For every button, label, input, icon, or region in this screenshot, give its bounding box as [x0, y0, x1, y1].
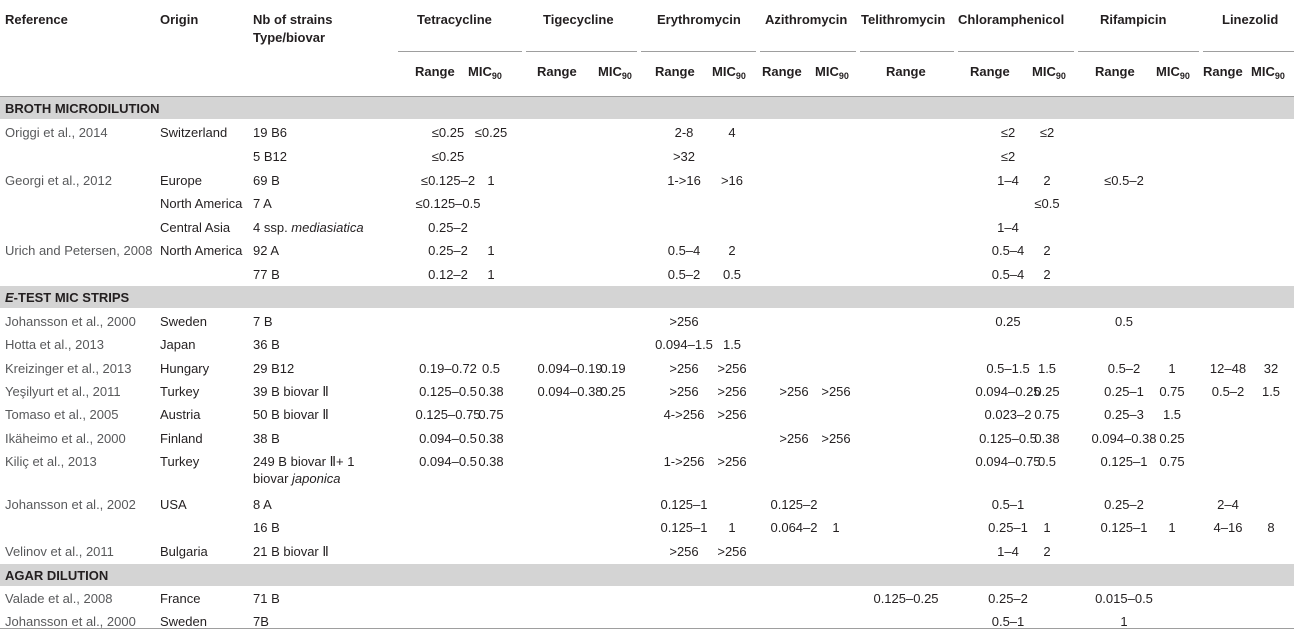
mic-subscript: 90	[1274, 71, 1285, 81]
section-agar-dilution	[0, 564, 1294, 586]
cell-tet-r: 0.19–0.72	[419, 361, 477, 376]
cell-tig-r: 0.094–0.19	[537, 361, 603, 376]
cell-tet-m: 0.38	[478, 454, 504, 469]
subheader-mic90-rifampicin	[1156, 64, 1190, 79]
cell-tet-m: 0.38	[478, 384, 504, 399]
section-etest-rest: -TEST MIC STRIPS	[13, 290, 130, 305]
cell-rif-r: 0.125–1	[1100, 454, 1148, 469]
header-reference: Reference	[5, 12, 68, 27]
cell-ery-r: >256	[669, 361, 699, 376]
subheader-range-azithromycin: Range	[762, 64, 802, 79]
cell-ery-r: >256	[669, 544, 699, 559]
subheader-mic90-chloramphenicol	[1032, 64, 1066, 79]
cell-rif-r: 0.015–0.5	[1095, 591, 1153, 606]
cell-tig-r: 0.094–0.38	[537, 384, 603, 399]
cell-reference: Georgi et al., 2012	[5, 173, 112, 188]
section-broth-microdilution	[0, 97, 1294, 119]
cell-chl-m: ≤2	[1039, 125, 1055, 140]
mic-label: MIC	[598, 64, 622, 79]
cell-strains: 50 B biovar Ⅱ	[253, 407, 329, 422]
cell-reference: Origgi et al., 2014	[5, 125, 108, 140]
cell-ery-m: >256	[717, 384, 747, 399]
cell-origin: Europe	[160, 173, 202, 188]
cell-strains: 36 B	[253, 337, 280, 352]
cell-chl-r: 0.094–0.25	[975, 384, 1041, 399]
header-linezolid: Linezolid	[1222, 12, 1279, 27]
cell-chl-r: 0.25	[995, 314, 1021, 329]
cell-tet-r: 0.125–0.5	[419, 384, 477, 399]
cell-chl-m: 2	[1043, 544, 1051, 559]
cell-tet-r: 0.25–2	[428, 220, 468, 235]
cell-chl-m: 0.25	[1034, 384, 1060, 399]
cell-strains-line2	[253, 471, 340, 486]
cell-chl-r: 0.5–1.5	[986, 361, 1030, 376]
cell-chl-r: 1–4	[997, 544, 1019, 559]
mic-subscript: 90	[735, 71, 746, 81]
cell-origin: Austria	[160, 407, 201, 422]
cell-chl-r: 0.023–2	[984, 407, 1032, 422]
header-erythromycin: Erythromycin	[657, 12, 741, 27]
cell-chl-r: ≤2	[1000, 149, 1016, 164]
cell-lin-m: 8	[1267, 520, 1275, 535]
cell-ery-m: 1.5	[722, 337, 742, 352]
cell-chl-r: 0.5–1	[991, 497, 1025, 512]
cell-strains: 77 B	[253, 267, 280, 282]
subheader-range-rifampicin: Range	[1095, 64, 1135, 79]
cell-strains: 7 A	[253, 196, 272, 211]
header-tetracycline: Tetracycline	[417, 12, 492, 27]
cell-tet-m: 1	[487, 173, 495, 188]
cell-origin: Sweden	[160, 614, 207, 629]
subheader-range-erythromycin: Range	[655, 64, 695, 79]
cell-ery-r: 0.5–2	[667, 267, 701, 282]
cell-origin: USA	[160, 497, 187, 512]
cell-azi-m: >256	[821, 384, 851, 399]
header-telithromycin: Telithromycin	[861, 12, 946, 27]
subheader-mic90-linezolid	[1251, 64, 1285, 79]
cell-lin-m: 32	[1263, 361, 1279, 376]
cell-reference: Urich and Petersen, 2008	[5, 243, 153, 258]
mic-subscript: 90	[621, 71, 632, 81]
cell-reference: Johansson et al., 2002	[5, 497, 136, 512]
mic-label: MIC	[1156, 64, 1180, 79]
cell-chl-m: 1.5	[1037, 361, 1057, 376]
underline-telithromycin	[860, 51, 954, 52]
subheader-mic90-erythromycin	[712, 64, 746, 79]
strains-prefix: 4 ssp.	[253, 220, 292, 235]
cell-strains: 92 A	[253, 243, 280, 258]
cell-tet-m: 1	[487, 267, 495, 282]
cell-origin: North America	[160, 243, 243, 258]
strains2-prefix: biovar	[253, 471, 293, 486]
cell-chl-m: 1	[1043, 520, 1051, 535]
cell-origin: Bulgaria	[160, 544, 208, 559]
cell-ery-m: >256	[717, 544, 747, 559]
cell-strains: 5 B12	[253, 149, 287, 164]
cell-tet-r: 0.125–0.75	[415, 407, 481, 422]
cell-strains: 16 B	[253, 520, 280, 535]
section-etest-prefix: E	[5, 290, 14, 305]
subheader-range-chloramphenicol: Range	[970, 64, 1010, 79]
subheader-range-linezolid: Range	[1203, 64, 1243, 79]
mic-label: MIC	[1032, 64, 1056, 79]
subheader-range-telithromycin: Range	[886, 64, 926, 79]
cell-rif-r: 0.25–3	[1104, 407, 1144, 422]
cell-reference: Hotta et al., 2013	[5, 337, 105, 352]
cell-origin: Finland	[160, 431, 203, 446]
cell-azi-r: 0.125–2	[770, 497, 818, 512]
cell-lin-r: 4–16	[1213, 520, 1243, 535]
cell-rif-m: 0.75	[1159, 454, 1185, 469]
header-rifampicin: Rifampicin	[1100, 12, 1167, 27]
cell-tet-r: 0.094–0.5	[419, 431, 477, 446]
cell-azi-r: >256	[779, 384, 809, 399]
underline-linezolid	[1203, 51, 1294, 52]
subheader-mic90-azithromycin	[815, 64, 849, 79]
strains2-italic: japonica	[292, 471, 341, 486]
header-tigecycline: Tigecycline	[543, 12, 614, 27]
cell-ery-r: 4->256	[663, 407, 705, 422]
cell-reference: Kreizinger et al., 2013	[5, 361, 132, 376]
header-azithromycin: Azithromycin	[765, 12, 848, 27]
cell-chl-m: 2	[1043, 267, 1051, 282]
cell-chl-m: 0.75	[1034, 407, 1060, 422]
cell-rif-m: 1	[1168, 520, 1176, 535]
cell-chl-r: 0.25–1	[988, 520, 1028, 535]
subheader-mic90-tigecycline	[598, 64, 632, 79]
cell-azi-r: 0.064–2	[770, 520, 818, 535]
cell-tig-m: 0.19	[600, 361, 626, 376]
cell-rif-r: 0.5	[1114, 314, 1134, 329]
cell-strains: 19 B6	[253, 125, 287, 140]
cell-reference: Yeşilyurt et al., 2011	[5, 384, 121, 399]
cell-origin: North America	[160, 196, 243, 211]
cell-chl-r: 1–4	[997, 173, 1019, 188]
cell-ery-m: >256	[717, 361, 747, 376]
cell-reference: Velinov et al., 2011	[5, 544, 114, 559]
cell-rif-r: 0.094–0.38	[1091, 431, 1157, 446]
mic-label: MIC	[815, 64, 839, 79]
cell-tet-r: ≤0.125–2	[420, 173, 476, 188]
section-agar-label: AGAR DILUTION	[5, 568, 109, 583]
cell-lin-m: 1.5	[1261, 384, 1281, 399]
cell-rif-m: 1.5	[1162, 407, 1182, 422]
cell-tet-r: ≤0.125–0.5	[415, 196, 481, 211]
cell-reference: Ikäheimo et al., 2000	[5, 431, 126, 446]
cell-azi-m: 1	[832, 520, 840, 535]
cell-lin-r: 12–48	[1209, 361, 1247, 376]
cell-ery-m: 4	[728, 125, 736, 140]
cell-tel-r: 0.125–0.25	[873, 591, 939, 606]
cell-tet-m: 0.38	[478, 431, 504, 446]
cell-reference: Johansson et al., 2000	[5, 314, 136, 329]
underline-tigecycline	[526, 51, 637, 52]
cell-chl-m: 0.5	[1037, 454, 1057, 469]
cell-chl-m: 2	[1043, 173, 1051, 188]
strains-italic: mediasiatica	[291, 220, 364, 235]
cell-ery-r: 2-8	[674, 125, 694, 140]
cell-reference: Tomaso et al., 2005	[5, 407, 119, 422]
cell-strains: 38 B	[253, 431, 280, 446]
cell-chl-r: 0.5–4	[991, 243, 1025, 258]
header-strains-line2: Type/biovar	[253, 30, 326, 45]
cell-chl-r: ≤2	[1000, 125, 1016, 140]
cell-tet-m: 0.75	[478, 407, 504, 422]
cell-ery-r: 0.094–1.5	[655, 337, 713, 352]
cell-ery-r: >32	[672, 149, 696, 164]
cell-tet-r: ≤0.25	[431, 125, 465, 140]
mic-subscript: 90	[1055, 71, 1066, 81]
cell-chl-r: 0.5–1	[991, 614, 1025, 629]
cell-ery-m: 2	[728, 243, 736, 258]
cell-origin: Hungary	[160, 361, 210, 376]
cell-strains: 69 B	[253, 173, 280, 188]
cell-chl-r: 0.25–2	[988, 591, 1028, 606]
cell-ery-r: 1->256	[663, 454, 705, 469]
mic-label: MIC	[712, 64, 736, 79]
cell-origin: Switzerland	[160, 125, 228, 140]
cell-origin: Central Asia	[160, 220, 231, 235]
cell-ery-r: >256	[669, 384, 699, 399]
mic-subscript: 90	[1179, 71, 1190, 81]
cell-tet-m: 0.5	[481, 361, 501, 376]
cell-chl-r: 1–4	[997, 220, 1019, 235]
cell-strains: 7B	[253, 614, 269, 629]
cell-ery-m: 0.5	[722, 267, 742, 282]
cell-strains: 249 B biovar Ⅱ+ 1	[253, 454, 355, 469]
section-etest	[0, 286, 1294, 308]
cell-tig-m: 0.25	[600, 384, 626, 399]
cell-chl-m: 0.38	[1034, 431, 1060, 446]
section-etest-label	[5, 290, 129, 305]
cell-strains: 29 B12	[253, 361, 295, 376]
cell-origin: Japan	[160, 337, 196, 352]
header-strains-line1: Nb of strains	[253, 12, 333, 27]
cell-rif-r: 0.25–1	[1104, 384, 1144, 399]
cell-chl-r: 0.125–0.5	[979, 431, 1037, 446]
section-broth-label: BROTH MICRODILUTION	[5, 101, 160, 116]
cell-tet-r: 0.094–0.5	[419, 454, 477, 469]
mic-label: MIC	[1251, 64, 1275, 79]
cell-ery-m: >16	[720, 173, 744, 188]
cell-tet-r: 0.12–2	[428, 267, 468, 282]
cell-rif-r: 0.5–2	[1107, 361, 1141, 376]
header-origin: Origin	[160, 12, 199, 27]
cell-strains: 71 B	[253, 591, 280, 606]
cell-chl-r: 0.5–4	[991, 267, 1025, 282]
cell-reference: Valade et al., 2008	[5, 591, 113, 606]
underline-erythromycin	[641, 51, 756, 52]
cell-origin: Turkey	[160, 384, 200, 399]
cell-ery-m: >256	[717, 407, 747, 422]
cell-rif-r: 0.125–1	[1100, 520, 1148, 535]
cell-ery-r: 0.125–1	[660, 497, 708, 512]
cell-tet-r: 0.25–2	[428, 243, 468, 258]
mic-label: MIC	[468, 64, 492, 79]
subheader-range-tetracycline: Range	[415, 64, 455, 79]
underline-rifampicin	[1078, 51, 1199, 52]
cell-reference: Kiliç et al., 2013	[5, 454, 97, 469]
underline-chloramphenicol	[958, 51, 1074, 52]
cell-tet-m: 1	[487, 243, 495, 258]
cell-origin: Turkey	[160, 454, 200, 469]
cell-ery-r: 0.125–1	[660, 520, 708, 535]
cell-tet-r: ≤0.25	[431, 149, 465, 164]
cell-chl-r: 0.094–0.75	[975, 454, 1041, 469]
cell-rif-m: 1	[1168, 361, 1176, 376]
subheader-mic90-tetracycline	[468, 64, 502, 79]
cell-rif-r: 0.25–2	[1104, 497, 1144, 512]
cell-azi-r: >256	[779, 431, 809, 446]
cell-rif-m: 0.75	[1159, 384, 1185, 399]
cell-strains	[253, 220, 364, 235]
cell-ery-r: 0.5–4	[667, 243, 701, 258]
mic-subscript: 90	[838, 71, 849, 81]
mic-subscript: 90	[491, 71, 502, 81]
cell-strains: 7 B	[253, 314, 273, 329]
underline-azithromycin	[760, 51, 856, 52]
cell-origin: Sweden	[160, 314, 207, 329]
cell-chl-m: ≤0.5	[1034, 196, 1060, 211]
cell-origin: France	[160, 591, 201, 606]
cell-ery-m: 1	[728, 520, 736, 535]
cell-ery-r: >256	[669, 314, 699, 329]
cell-tet-m: ≤0.25	[474, 125, 508, 140]
cell-ery-m: >256	[717, 454, 747, 469]
cell-strains: 39 B biovar Ⅱ	[253, 384, 329, 399]
cell-lin-r: 0.5–2	[1211, 384, 1245, 399]
underline-tetracycline	[398, 51, 522, 52]
cell-rif-r: ≤0.5–2	[1104, 173, 1144, 188]
cell-chl-m: 2	[1043, 243, 1051, 258]
subheader-range-tigecycline: Range	[537, 64, 577, 79]
cell-lin-r: 2–4	[1217, 497, 1239, 512]
header-chloramphenicol: Chloramphenicol	[958, 12, 1065, 27]
cell-reference: Johansson et al., 2000	[5, 614, 136, 629]
cell-strains: 21 B biovar Ⅱ	[253, 544, 329, 559]
cell-ery-r: 1->16	[667, 173, 701, 188]
cell-rif-m: 0.25	[1159, 431, 1185, 446]
cell-rif-r: 1	[1120, 614, 1128, 629]
cell-strains: 8 A	[253, 497, 272, 512]
cell-azi-m: >256	[821, 431, 851, 446]
